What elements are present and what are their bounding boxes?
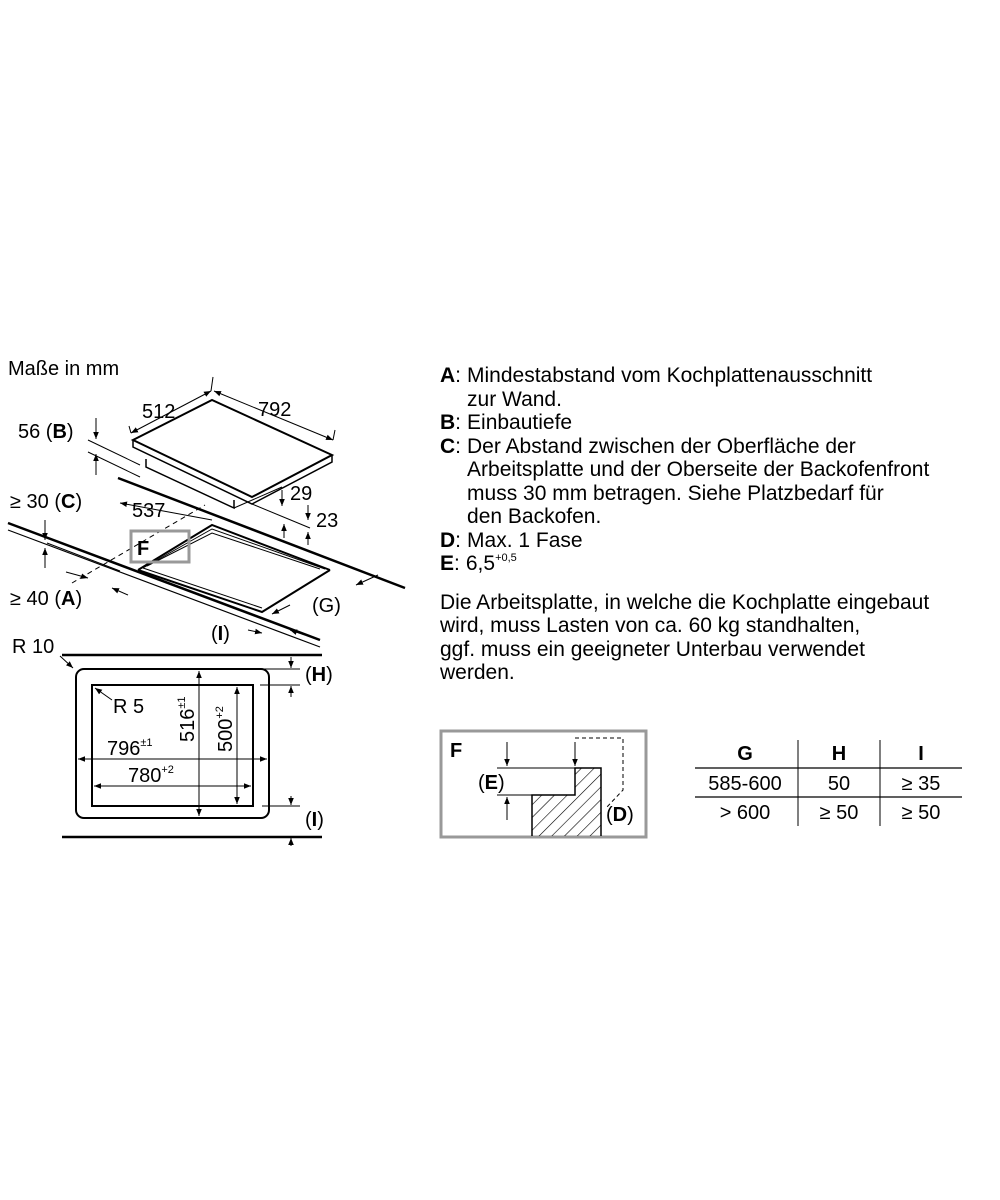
legend-text: Einbautiefe <box>467 411 573 434</box>
dim-56-b: 56 (B) <box>18 421 74 443</box>
dim-537: 537 <box>132 500 166 522</box>
worktop-cutout <box>138 525 330 612</box>
dim-512: 512 <box>142 401 176 423</box>
table-cell: ≥ 50 <box>819 802 859 824</box>
table-cell: ≥ 35 <box>901 773 941 795</box>
cutout-plan-view <box>12 636 333 846</box>
hob-outline <box>76 669 269 818</box>
legend-key: E <box>440 552 455 575</box>
dim-30-c: ≥ 30 (C) <box>10 491 83 513</box>
dim-d: (D) <box>606 804 634 826</box>
legend-item-e: E : $6,5^{+0,5}$ <box>440 552 517 575</box>
detail-f-title: F <box>450 740 463 762</box>
legend <box>440 364 1000 685</box>
dim-23: 23 <box>316 510 339 532</box>
detail-f-label: F <box>137 538 150 560</box>
legend-key: B <box>440 411 456 434</box>
worktop-back-edge <box>118 478 405 588</box>
dim-i-plan: (I) <box>305 809 324 831</box>
legend-key: D <box>440 528 456 552</box>
worktop-front-edge-top <box>8 523 320 640</box>
r5-label: R 5 <box>113 696 145 718</box>
units-caption: Maße in mm <box>8 358 120 380</box>
dim-780: $780^{+2}$ <box>128 764 174 787</box>
table-cell: 585-600 <box>708 773 782 795</box>
detail-f-section <box>441 731 646 837</box>
dim-792: 792 <box>258 399 292 421</box>
r10-label: R 10 <box>12 636 55 658</box>
dim-796: $796^{\pm 1}$ <box>107 737 153 760</box>
worktop-load-note: Die Arbeitsplatte, in welche die Kochplatte eingebaut wird, muss Lasten von ca. 60 kg standhalten, ggf. muss ein geeigneter Unterbau verwendet werden. <box>440 590 930 684</box>
legend-key: C <box>440 434 456 458</box>
dim-516: $516^{\pm 1}$ <box>176 696 199 742</box>
dim-500: $500^{+2}$ <box>214 706 237 752</box>
legend-key: A <box>440 364 456 387</box>
dim-g: (G) <box>312 595 341 617</box>
dim-e: (E) <box>478 772 505 794</box>
legend-text: Mindestabstand vom Kochplattenausschnitt zur Wand. <box>467 364 873 411</box>
dim-i-3d: (I) <box>211 623 230 645</box>
table-header-h: H <box>831 743 847 765</box>
legend-item-d: D : Max. 1 Fase <box>440 528 583 552</box>
legend-text: Max. 1 Fase <box>467 528 583 552</box>
table-cell: 50 <box>827 773 851 795</box>
dim-40-a: ≥ 40 (A) <box>10 588 83 610</box>
legend-item-b: B : Einbautiefe <box>440 411 573 434</box>
table-header-g: G <box>737 743 753 765</box>
hob-3d-view <box>8 377 405 647</box>
dimension-table <box>695 740 962 826</box>
worktop-edge-profile <box>532 768 601 836</box>
legend-item-a: A : Mindestabstand vom Kochplattenausschnitt zur Wand. <box>440 364 873 411</box>
dim-29: 29 <box>290 483 313 505</box>
legend-item-c: C : Der Abstand zwischen der Oberfläche der Arbeitsplatte und der Oberseite der Backofenfront muss 30 mm betragen. Siehe Platzbedarf für den Backofen. <box>440 434 930 528</box>
table-cell: ≥ 50 <box>901 802 941 824</box>
legend-text: $6,5^{+0,5}$ <box>465 552 517 575</box>
legend-text: Der Abstand zwischen der Oberfläche der Arbeitsplatte und der Oberseite der Backofenfront muss 30 mm betragen. Siehe Platzbedarf für den Backofen. <box>467 434 930 528</box>
table-cell: > 600 <box>719 802 771 824</box>
table-header-i: I <box>918 743 924 765</box>
dim-h-plan: (H) <box>305 664 333 686</box>
